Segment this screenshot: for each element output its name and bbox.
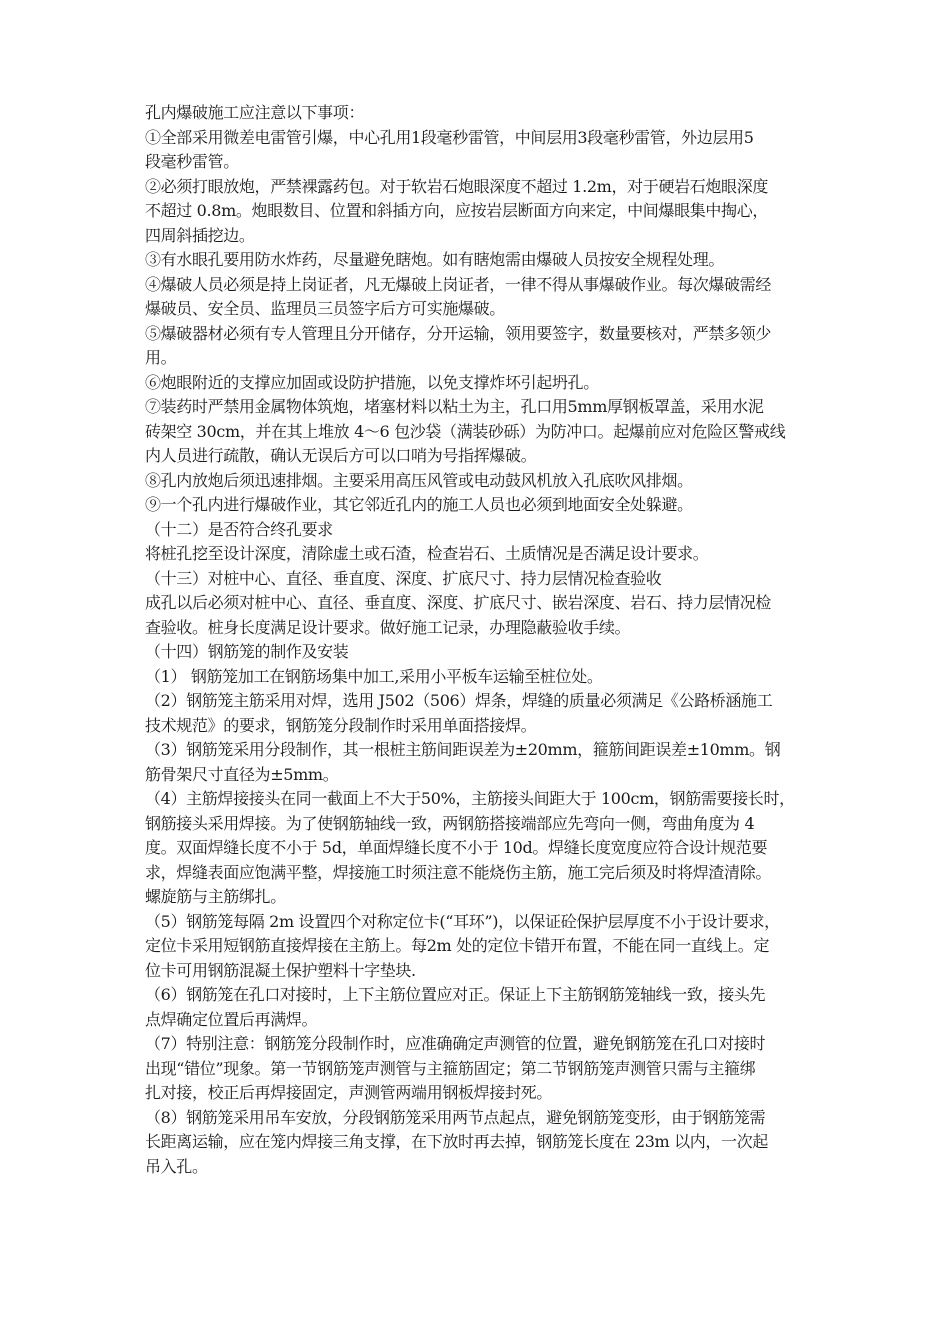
text-line: （1） 钢筋笼加工在钢筋场集中加工,采用小平板车运输至桩位处。 <box>145 666 603 686</box>
text-line: 查验收。桩身长度满足设计要求。做好施工记录，办理隐蔽验收手续。 <box>145 617 631 637</box>
text-line: 位卡可用钢筋混凝土保护塑料十字垫块. <box>145 960 416 980</box>
text-line: ④爆破人员必须是持上岗证者，凡无爆破上岗证者，一律不得从事爆破作业。每次爆破需经 <box>145 274 772 294</box>
text-line: （4）主筋焊接接头在同一截面上不大于50%，主筋接头间距大于 100cm，钢筋需要接长时， <box>145 789 795 808</box>
text-line: （3）钢筋笼采用分段制作，其一根桩主筋间距误差为±20mm，箍筋间距误差±10mm。钢 <box>145 740 781 759</box>
text-line: 将桩孔挖至设计深度，清除虚土或石渣，检查岩石、土质情况是否满足设计要求。 <box>145 544 709 563</box>
text-line: （6）钢筋笼在孔口对接时，上下主筋位置应对正。保证上下主筋钢筋笼轴线一致，接头先 <box>145 985 766 1004</box>
text-line: 不超过 0.8m。炮眼数目、位置和斜插方向，应按岩层断面方向来定，中间爆眼集中掏心， <box>145 201 769 220</box>
document-body <box>145 101 810 1179</box>
text-line: 四周斜插挖边。 <box>145 225 255 245</box>
text-line: 段毫秒雷管。 <box>145 152 239 171</box>
text-line: 用。 <box>145 348 177 367</box>
text-line: ⑧孔内放炮后须迅速排烟。主要采用高压风管或电动鼓风机放入孔底吹风排烟。 <box>145 470 693 490</box>
text-line: 求，焊缝表面应饱满平整，焊接施工时须注意不能烧伤主筋，施工完后须及时将焊渣清除。 <box>145 862 772 882</box>
text-line: （7）特别注意：钢筋笼分段制作时，应准确确定声测管的位置，避免钢筋笼在孔口对接时 <box>145 1034 766 1053</box>
text-line: ⑦装药时严禁用金属物体筑炮，堵塞材料以粘土为主，孔口用5mm厚钢板罩盖，采用水泥 <box>145 397 764 416</box>
text-line: 技术规范》的要求，钢筋笼分段制作时采用单面搭接焊。 <box>145 715 537 735</box>
text-line: （5）钢筋笼每隔 2m 设置四个对称定位卡(“耳环”)，以保证砼保护层厚度不小于设计要求， <box>145 911 780 931</box>
text-line: 螺旋筋与主筋绑扎。 <box>145 887 286 906</box>
section-heading: （十四）钢筋笼的制作及安装 <box>145 642 349 661</box>
text-line: 砖架空 30cm，并在其上堆放 4～6 包沙袋（满装砂砾）为防冲口。起爆前应对危险区警戒线 <box>145 421 786 441</box>
text-line: 定位卡采用短钢筋直接焊接在主筋上。每2m 处的定位卡错开布置，不能在同一直线上。定 <box>145 936 770 955</box>
text-line: 长距离运输，应在笼内焊接三角支撑，在下放时再去掉，钢筋笼长度在 23m 以内，一次起 <box>145 1132 769 1151</box>
section-heading: （十二）是否符合终孔要求 <box>145 519 333 539</box>
text-line: 爆破员、安全员、监理员三员签字后方可实施爆破。 <box>145 299 505 318</box>
text-line: 点焊确定位置后再满焊。 <box>145 1009 318 1029</box>
text-line: 扎对接，校正后再焊接固定，声测管两端用钢板焊接封死。 <box>145 1083 552 1102</box>
text-line: 筋骨架尺寸直径为±5mm。 <box>145 764 339 784</box>
text-line: ⑤爆破器材必须有专人管理且分开储存，分开运输，领用要签字，数量要核对，严禁多领少 <box>145 323 772 343</box>
text-line: （2）钢筋笼主筋采用对焊，选用 J502（506）焊条，焊缝的质量必须满足《公路桥涵施工 <box>145 691 773 710</box>
text-line: ①全部采用微差电雷管引爆，中心孔用1段毫秒雷管，中间层用3段毫秒雷管，外边层用5 <box>145 127 754 147</box>
text-line: 出现“错位”现象。第一节钢筋笼声测管与主箍筋固定；第二节钢筋笼声测管只需与主箍绑 <box>145 1058 756 1078</box>
text-line: ⑥炮眼附近的支撑应加固或设防护措施，以免支撑炸坏引起坍孔。 <box>145 372 599 392</box>
text-line: ⑨一个孔内进行爆破作业，其它邻近孔内的施工人员也必须到地面安全处躲避。 <box>145 495 693 514</box>
section-heading: （十三）对桩中心、直径、垂直度、深度、扩底尺寸、持力层情况检查验收 <box>145 568 662 588</box>
text-line: （8）钢筋笼采用吊车安放，分段钢筋笼采用两节点起点，避免钢筋笼变形，由于钢筋笼需 <box>145 1107 766 1127</box>
text-line: ③有水眼孔要用防水炸药，尽量避免瞎炮。如有瞎炮需由爆破人员按安全规程处理。 <box>145 250 725 269</box>
text-line: 度。双面焊缝长度不小于 5d，单面焊缝长度不小于 10d。焊缝长度宽度应符合设计规范要 <box>145 838 768 857</box>
text-line: 钢筋接头采用焊接。为了使钢筋轴线一致，两钢筋搭接端部应先弯向一侧，弯曲角度为 4 <box>145 813 755 833</box>
text-line: 孔内爆破施工应注意以下事项： <box>145 103 365 122</box>
text-line: 成孔以后必须对桩中心、直径、垂直度、深度、扩底尺寸、嵌岩深度、岩石、持力层情况检 <box>145 593 772 612</box>
text-line: 内人员进行疏散，确认无误后方可以口哨为号指挥爆破。 <box>145 446 537 465</box>
text-line: 吊入孔。 <box>145 1156 208 1176</box>
text-line: ②必须打眼放炮，严禁裸露药包。对于软岩石炮眼深度不超过 1.2m，对于硬岩石炮眼深度 <box>145 176 769 196</box>
